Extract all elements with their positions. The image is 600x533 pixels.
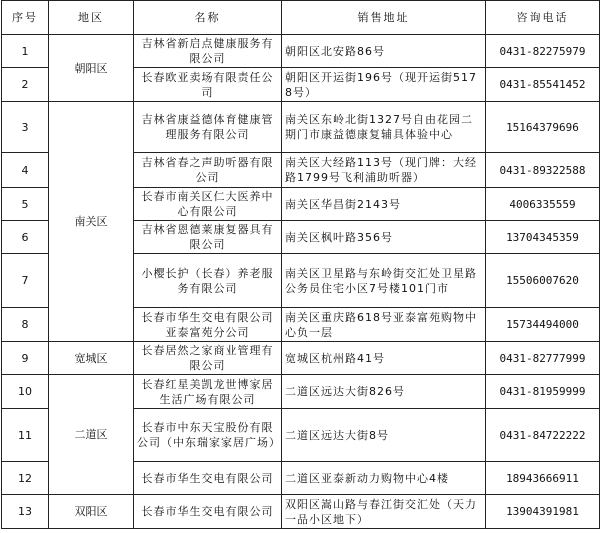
row-name: 吉林省康益德体育健康管理服务有限公司: [134, 102, 282, 153]
district-cell: 二道区: [49, 375, 134, 495]
table-row: [2, 35, 600, 68]
row-name: 长春红星美凯龙世博家居生活广场有限公司: [134, 375, 282, 409]
row-no: 1: [2, 35, 49, 68]
header-row: [2, 1, 600, 35]
row-address: 朝阳区北安路86号: [282, 35, 486, 68]
row-address: 南关区东岭北街1327号自由花园二期门市康益德康复辅具体验中心: [282, 102, 486, 153]
row-address: 二道区远达大街826号: [282, 375, 486, 409]
row-address: 南关区华昌街2143号: [282, 188, 486, 221]
row-phone: 13904391981: [486, 495, 600, 529]
row-phone: 15164379696: [486, 102, 600, 153]
row-address: 南关区卫星路与东岭街交汇处卫星路公务员住宅小区7号楼101门市: [282, 254, 486, 308]
row-phone: 15506007620: [486, 254, 600, 308]
district-cell: 宽城区: [49, 342, 134, 375]
row-no: 2: [2, 68, 49, 102]
row-name: 长春市中东天宝股份有限公司（中东瑞家家居广场）: [134, 409, 282, 462]
row-address: 宽城区杭州路41号: [282, 342, 486, 375]
row-name: 吉林省春之声助听器有限公司: [134, 153, 282, 188]
header-no: 序号: [2, 1, 49, 35]
table-row: [2, 375, 600, 409]
row-phone: 0431-82777999: [486, 342, 600, 375]
row-no: 8: [2, 308, 49, 342]
row-phone: 0431-89322588: [486, 153, 600, 188]
row-name: 长春欧亚卖场有限责任公司: [134, 68, 282, 102]
row-phone: 4006335559: [486, 188, 600, 221]
row-no: 3: [2, 102, 49, 153]
row-no: 6: [2, 221, 49, 254]
row-name: 长春市华生交电有限公司: [134, 462, 282, 495]
row-name: 长春市华生交电有限公司亚泰富苑分公司: [134, 308, 282, 342]
row-phone: 0431-84722222: [486, 409, 600, 462]
row-address: 二道区亚泰新动力购物中心4楼: [282, 462, 486, 495]
row-name: 小樱长护（长春）养老服务有限公司: [134, 254, 282, 308]
header-district: 地区: [49, 1, 134, 35]
row-phone: 0431-81959999: [486, 375, 600, 409]
row-phone: 15734494000: [486, 308, 600, 342]
row-phone: 18943666911: [486, 462, 600, 495]
row-no: 5: [2, 188, 49, 221]
row-no: 11: [2, 409, 49, 462]
district-cell: 朝阳区: [49, 35, 134, 102]
row-no: 13: [2, 495, 49, 529]
district-cell: 南关区: [49, 102, 134, 342]
row-address: 南关区重庆路618号亚泰富苑购物中心负一层: [282, 308, 486, 342]
retail-locations-table: [1, 0, 600, 529]
row-name: 长春市南关区仁大医养中心有限公司: [134, 188, 282, 221]
row-address: 双阳区嵩山路与春江街交汇处（天力一品小区地下）: [282, 495, 486, 529]
district-cell: 双阳区: [49, 495, 134, 529]
row-address: 南关区枫叶路356号: [282, 221, 486, 254]
row-phone: 0431-82275979: [486, 35, 600, 68]
row-name: 长春居然之家商业管理有限公司: [134, 342, 282, 375]
row-name: 吉林省新启点健康服务有限公司: [134, 35, 282, 68]
row-no: 12: [2, 462, 49, 495]
row-no: 4: [2, 153, 49, 188]
header-address: 销售地址: [282, 1, 486, 35]
table-row: [2, 495, 600, 529]
header-phone: 咨询电话: [486, 1, 600, 35]
row-address: 南关区大经路113号（现门牌：大经路1799号飞利浦助听器）: [282, 153, 486, 188]
row-name: 长春市华生交电有限公司: [134, 495, 282, 529]
table-row: [2, 342, 600, 375]
row-phone: 13704345359: [486, 221, 600, 254]
row-name: 吉林省恩德莱康复器具有限公司: [134, 221, 282, 254]
row-address: 朝阳区开运街196号（现开运街5178号）: [282, 68, 486, 102]
header-name: 名称: [134, 1, 282, 35]
row-address: 二道区远达大街8号: [282, 409, 486, 462]
row-no: 9: [2, 342, 49, 375]
row-no: 7: [2, 254, 49, 308]
row-no: 10: [2, 375, 49, 409]
row-phone: 0431-85541452: [486, 68, 600, 102]
table-row: [2, 102, 600, 153]
